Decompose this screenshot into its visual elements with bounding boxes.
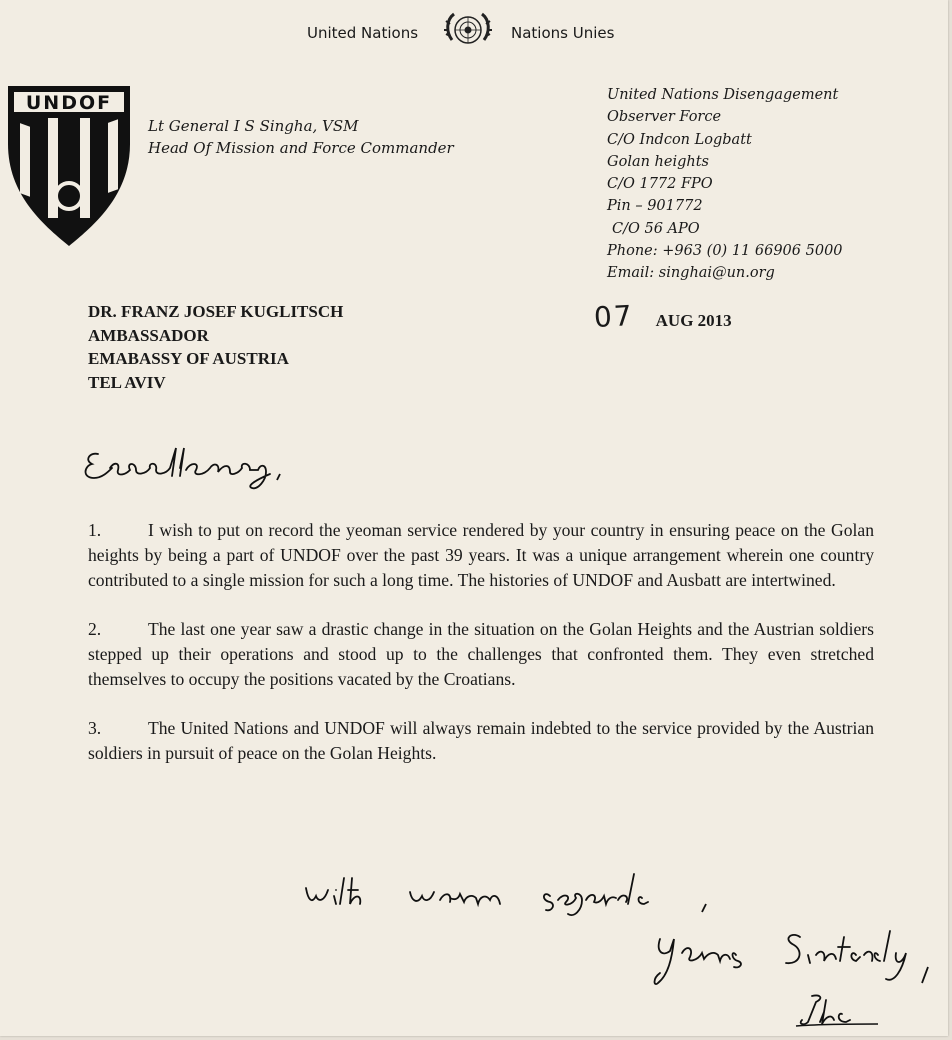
un-emblem-icon (440, 10, 496, 54)
address-line: Phone: +963 (0) 11 66906 5000 (607, 243, 843, 260)
undof-shield-icon (6, 84, 132, 248)
paragraph-text: I wish to put on record the yeoman service rendered by your country in ensuring peace on the Golan heights by being a part of UNDOF over the past 39 years. It was a unique arrangement wherein one country contributed to a single mission for such a long time. The histories of UNDOF and Ausbatt are intertwined. (88, 520, 874, 590)
address-line: C/O Indcon Logbatt (607, 131, 752, 148)
address-line: C/O 1772 FPO (607, 176, 713, 193)
closing-regards-handwritten (300, 870, 730, 925)
address-line: Email: singhai@un.org (607, 265, 775, 282)
logo-text: UNDOF (25, 92, 113, 114)
address-line: Golan heights (607, 153, 709, 170)
address-line: Pin – 901772 (607, 198, 703, 215)
recipient-line: DR. FRANZ JOSEF KUGLITSCH (88, 302, 344, 321)
date-month-year: AUG 2013 (655, 311, 732, 330)
paragraph-number: 2. (88, 619, 102, 639)
paragraph-text: The United Nations and UNDOF will always remain indebted to the service provided by the Austrian soldiers in pursuit of peace on the Golan Heights. (88, 718, 874, 763)
address-line: United Nations Disengagement (607, 87, 839, 103)
signature-handwritten (790, 990, 890, 1039)
recipient-line: TEL AVIV (88, 372, 166, 392)
address-line: Observer Force (607, 109, 722, 126)
paragraph-number: 1. (88, 520, 102, 540)
sender-name: Lt General I S Singha, VSM (148, 117, 359, 135)
date-day-handwritten: 07 (593, 298, 635, 335)
recipient-line: AMBASSADOR (88, 325, 209, 345)
letterhead (0, 10, 948, 54)
recipient-line: EMABASSY OF AUSTRIA (88, 349, 289, 368)
paragraph (88, 518, 874, 593)
paragraph-text: The last one year saw a drastic change in the situation on the Golan Heights and the Austrian soldiers stepped up their operations and stood up to the challenges that confronted them. They even stretched themselves to occupy the positions vacated by the Croatians. (88, 619, 874, 689)
sender-title: Head Of Mission and Force Commander (148, 139, 454, 157)
paragraph (88, 617, 874, 692)
sender-block (148, 115, 454, 159)
paragraph (88, 716, 874, 766)
org-name-french: Nations Unies (511, 24, 615, 42)
paragraph-number: 3. (88, 718, 102, 738)
recipient-block (88, 300, 343, 394)
sender-address (607, 84, 843, 285)
letter-body (88, 518, 874, 790)
org-name-english: United Nations (307, 24, 419, 42)
closing-yours-handwritten (650, 925, 940, 1000)
salutation-handwritten (80, 440, 300, 505)
address-line: C/O 56 APO (612, 220, 700, 237)
letter-date (594, 300, 732, 333)
